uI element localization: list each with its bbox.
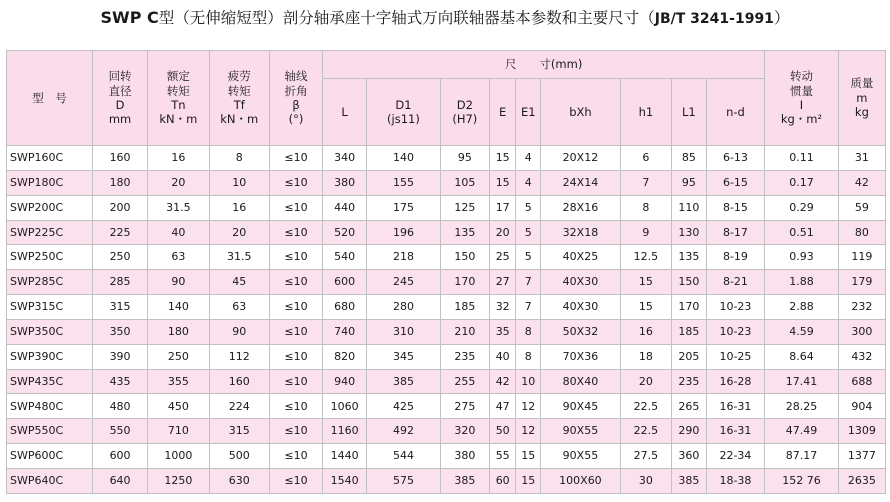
cell-rated-torque: 710 — [148, 419, 209, 444]
cell-model: SWP480C — [7, 394, 93, 419]
cell-D2: 275 — [440, 394, 489, 419]
cell-fatigue-torque: 90 — [209, 319, 269, 344]
cell-rated-torque: 180 — [148, 319, 209, 344]
cell-rotation-diameter: 550 — [92, 419, 147, 444]
table-row — [7, 344, 886, 369]
header-rated-torque: 额定 转矩 Tn kN・m — [148, 51, 209, 146]
cell-bxh: 90X55 — [541, 444, 621, 469]
cell-nd: 8-19 — [706, 245, 764, 270]
cell-bxh: 32X18 — [541, 220, 621, 245]
cell-L: 340 — [323, 146, 367, 171]
cell-E: 15 — [489, 146, 516, 171]
cell-mass: 2635 — [838, 468, 885, 493]
cell-rated-torque: 16 — [148, 146, 209, 171]
cell-nd: 10-23 — [706, 295, 764, 320]
cell-mass: 80 — [838, 220, 885, 245]
cell-mass: 1309 — [838, 419, 885, 444]
cell-model: SWP160C — [7, 146, 93, 171]
cell-E1: 5 — [516, 220, 541, 245]
cell-fatigue-torque: 315 — [209, 419, 269, 444]
cell-L1: 95 — [671, 170, 706, 195]
cell-h1: 15 — [620, 295, 671, 320]
cell-D2: 255 — [440, 369, 489, 394]
cell-E1: 5 — [516, 195, 541, 220]
cell-D1: 196 — [367, 220, 441, 245]
cell-fatigue-torque: 10 — [209, 170, 269, 195]
title-close: ） — [773, 9, 790, 27]
header-E1: E1 — [516, 79, 541, 146]
cell-D2: 235 — [440, 344, 489, 369]
cell-bxh: 70X36 — [541, 344, 621, 369]
cell-nd: 8-17 — [706, 220, 764, 245]
cell-nd: 10-25 — [706, 344, 764, 369]
cell-h1: 20 — [620, 369, 671, 394]
header-inertia: 转动 惯量 I kg・m² — [765, 51, 839, 146]
cell-D1: 385 — [367, 369, 441, 394]
cell-E: 50 — [489, 419, 516, 444]
cell-h1: 18 — [620, 344, 671, 369]
cell-rotation-diameter: 315 — [92, 295, 147, 320]
header-E: E — [489, 79, 516, 146]
page-title — [0, 6, 890, 28]
cell-L1: 265 — [671, 394, 706, 419]
cell-bxh: 80X40 — [541, 369, 621, 394]
header-fatigue-torque: 疲劳 转矩 Tf kN・m — [209, 51, 269, 146]
table-row — [7, 146, 886, 171]
cell-axis-angle: ≤10 — [269, 195, 322, 220]
cell-L1: 385 — [671, 468, 706, 493]
cell-model: SWP225C — [7, 220, 93, 245]
cell-rated-torque: 140 — [148, 295, 209, 320]
cell-nd: 18-38 — [706, 468, 764, 493]
cell-inertia: 8.64 — [765, 344, 839, 369]
cell-h1: 12.5 — [620, 245, 671, 270]
header-mass: 质量 m kg — [838, 51, 885, 146]
cell-E1: 7 — [516, 270, 541, 295]
cell-mass: 59 — [838, 195, 885, 220]
cell-axis-angle: ≤10 — [269, 270, 322, 295]
cell-inertia: 152 76 — [765, 468, 839, 493]
cell-fatigue-torque: 45 — [209, 270, 269, 295]
cell-fatigue-torque: 8 — [209, 146, 269, 171]
cell-E: 60 — [489, 468, 516, 493]
cell-axis-angle: ≤10 — [269, 468, 322, 493]
cell-rated-torque: 63 — [148, 245, 209, 270]
cell-bxh: 50X32 — [541, 319, 621, 344]
cell-L: 740 — [323, 319, 367, 344]
cell-L: 1060 — [323, 394, 367, 419]
header-D1: D1 (js11) — [367, 79, 441, 146]
cell-rated-torque: 1000 — [148, 444, 209, 469]
header-bxh: bXh — [541, 79, 621, 146]
cell-inertia: 0.51 — [765, 220, 839, 245]
cell-inertia: 0.17 — [765, 170, 839, 195]
cell-E1: 4 — [516, 170, 541, 195]
cell-L: 1440 — [323, 444, 367, 469]
table-row — [7, 444, 886, 469]
header-rotation-diameter: 回转 直径 D mm — [92, 51, 147, 146]
cell-fatigue-torque: 16 — [209, 195, 269, 220]
table-row — [7, 170, 886, 195]
cell-inertia: 4.59 — [765, 319, 839, 344]
cell-rated-torque: 1250 — [148, 468, 209, 493]
header-L: L — [323, 79, 367, 146]
cell-D2: 105 — [440, 170, 489, 195]
cell-mass: 119 — [838, 245, 885, 270]
cell-L1: 110 — [671, 195, 706, 220]
cell-L1: 290 — [671, 419, 706, 444]
cell-axis-angle: ≤10 — [269, 295, 322, 320]
cell-E1: 8 — [516, 344, 541, 369]
cell-D1: 175 — [367, 195, 441, 220]
cell-fatigue-torque: 63 — [209, 295, 269, 320]
cell-E: 25 — [489, 245, 516, 270]
cell-mass: 1377 — [838, 444, 885, 469]
cell-E1: 12 — [516, 419, 541, 444]
cell-mass: 179 — [838, 270, 885, 295]
header-L1: L1 — [671, 79, 706, 146]
cell-nd: 8-15 — [706, 195, 764, 220]
cell-D1: 492 — [367, 419, 441, 444]
cell-rotation-diameter: 350 — [92, 319, 147, 344]
cell-E: 42 — [489, 369, 516, 394]
title-standard: JB/T 3241-1991 — [654, 11, 774, 27]
cell-L: 600 — [323, 270, 367, 295]
cell-L1: 150 — [671, 270, 706, 295]
table-row — [7, 195, 886, 220]
cell-E: 20 — [489, 220, 516, 245]
cell-D2: 320 — [440, 419, 489, 444]
cell-axis-angle: ≤10 — [269, 146, 322, 171]
cell-nd: 8-21 — [706, 270, 764, 295]
header-dimensions-group: 尺 寸(mm) — [323, 51, 765, 79]
cell-D1: 218 — [367, 245, 441, 270]
cell-fatigue-torque: 500 — [209, 444, 269, 469]
cell-E: 35 — [489, 319, 516, 344]
cell-fatigue-torque: 112 — [209, 344, 269, 369]
cell-D1: 155 — [367, 170, 441, 195]
cell-L: 440 — [323, 195, 367, 220]
cell-rotation-diameter: 180 — [92, 170, 147, 195]
table-row — [7, 468, 886, 493]
cell-mass: 432 — [838, 344, 885, 369]
cell-axis-angle: ≤10 — [269, 419, 322, 444]
table-row — [7, 419, 886, 444]
cell-bxh: 100X60 — [541, 468, 621, 493]
cell-L: 680 — [323, 295, 367, 320]
cell-fatigue-torque: 224 — [209, 394, 269, 419]
cell-D2: 185 — [440, 295, 489, 320]
cell-L: 1540 — [323, 468, 367, 493]
header-h1: h1 — [620, 79, 671, 146]
cell-mass: 300 — [838, 319, 885, 344]
cell-D2: 210 — [440, 319, 489, 344]
cell-L1: 170 — [671, 295, 706, 320]
cell-rated-torque: 450 — [148, 394, 209, 419]
cell-inertia: 0.93 — [765, 245, 839, 270]
cell-h1: 30 — [620, 468, 671, 493]
cell-E1: 5 — [516, 245, 541, 270]
table-row — [7, 394, 886, 419]
cell-E: 27 — [489, 270, 516, 295]
cell-nd: 10-23 — [706, 319, 764, 344]
cell-rotation-diameter: 200 — [92, 195, 147, 220]
cell-model: SWP435C — [7, 369, 93, 394]
cell-h1: 16 — [620, 319, 671, 344]
cell-L: 520 — [323, 220, 367, 245]
cell-axis-angle: ≤10 — [269, 319, 322, 344]
table-row — [7, 369, 886, 394]
cell-rotation-diameter: 225 — [92, 220, 147, 245]
header-nd: n-d — [706, 79, 764, 146]
cell-L: 540 — [323, 245, 367, 270]
cell-mass: 904 — [838, 394, 885, 419]
cell-inertia: 1.88 — [765, 270, 839, 295]
cell-h1: 9 — [620, 220, 671, 245]
cell-E1: 15 — [516, 468, 541, 493]
cell-D2: 135 — [440, 220, 489, 245]
cell-rotation-diameter: 600 — [92, 444, 147, 469]
cell-rated-torque: 355 — [148, 369, 209, 394]
cell-D2: 125 — [440, 195, 489, 220]
table-row — [7, 245, 886, 270]
title-text: 型（无伸缩短型）剖分轴承座十字轴式万向联轴器基本参数和主要尺寸（ — [158, 9, 655, 27]
cell-model: SWP390C — [7, 344, 93, 369]
cell-rated-torque: 31.5 — [148, 195, 209, 220]
cell-L1: 185 — [671, 319, 706, 344]
cell-E: 40 — [489, 344, 516, 369]
header-model: 型 号 — [7, 51, 93, 146]
cell-rotation-diameter: 480 — [92, 394, 147, 419]
cell-h1: 27.5 — [620, 444, 671, 469]
cell-L: 380 — [323, 170, 367, 195]
cell-E1: 12 — [516, 394, 541, 419]
cell-nd: 16-28 — [706, 369, 764, 394]
cell-L1: 360 — [671, 444, 706, 469]
cell-rated-torque: 90 — [148, 270, 209, 295]
cell-D1: 575 — [367, 468, 441, 493]
cell-h1: 22.5 — [620, 419, 671, 444]
cell-L1: 235 — [671, 369, 706, 394]
cell-rotation-diameter: 435 — [92, 369, 147, 394]
cell-nd: 6-15 — [706, 170, 764, 195]
cell-D2: 170 — [440, 270, 489, 295]
cell-inertia: 87.17 — [765, 444, 839, 469]
cell-rated-torque: 20 — [148, 170, 209, 195]
cell-bxh: 20X12 — [541, 146, 621, 171]
cell-bxh: 40X25 — [541, 245, 621, 270]
cell-E1: 4 — [516, 146, 541, 171]
cell-axis-angle: ≤10 — [269, 444, 322, 469]
cell-h1: 22.5 — [620, 394, 671, 419]
cell-fatigue-torque: 160 — [209, 369, 269, 394]
cell-E: 55 — [489, 444, 516, 469]
cell-E1: 10 — [516, 369, 541, 394]
cell-model: SWP315C — [7, 295, 93, 320]
cell-fatigue-torque: 20 — [209, 220, 269, 245]
cell-nd: 6-13 — [706, 146, 764, 171]
cell-mass: 232 — [838, 295, 885, 320]
cell-D2: 385 — [440, 468, 489, 493]
table-row — [7, 295, 886, 320]
cell-axis-angle: ≤10 — [269, 245, 322, 270]
cell-E1: 15 — [516, 444, 541, 469]
cell-mass: 688 — [838, 369, 885, 394]
cell-E: 47 — [489, 394, 516, 419]
cell-bxh: 24X14 — [541, 170, 621, 195]
table-row — [7, 220, 886, 245]
cell-D1: 345 — [367, 344, 441, 369]
header-row-1 — [7, 51, 886, 79]
cell-D1: 140 — [367, 146, 441, 171]
cell-mass: 31 — [838, 146, 885, 171]
header-axis-angle: 轴线 折角 β (°) — [269, 51, 322, 146]
cell-fatigue-torque: 630 — [209, 468, 269, 493]
cell-E1: 7 — [516, 295, 541, 320]
cell-L: 1160 — [323, 419, 367, 444]
cell-nd: 16-31 — [706, 419, 764, 444]
cell-inertia: 17.41 — [765, 369, 839, 394]
cell-axis-angle: ≤10 — [269, 394, 322, 419]
cell-bxh: 40X30 — [541, 270, 621, 295]
cell-inertia: 28.25 — [765, 394, 839, 419]
cell-D2: 150 — [440, 245, 489, 270]
cell-h1: 6 — [620, 146, 671, 171]
cell-fatigue-torque: 31.5 — [209, 245, 269, 270]
cell-L1: 85 — [671, 146, 706, 171]
cell-D1: 425 — [367, 394, 441, 419]
cell-model: SWP200C — [7, 195, 93, 220]
cell-axis-angle: ≤10 — [269, 170, 322, 195]
cell-nd: 22-34 — [706, 444, 764, 469]
cell-D2: 380 — [440, 444, 489, 469]
cell-E: 32 — [489, 295, 516, 320]
cell-rotation-diameter: 285 — [92, 270, 147, 295]
cell-inertia: 0.29 — [765, 195, 839, 220]
cell-model: SWP250C — [7, 245, 93, 270]
cell-L1: 135 — [671, 245, 706, 270]
cell-model: SWP600C — [7, 444, 93, 469]
cell-rotation-diameter: 160 — [92, 146, 147, 171]
cell-D1: 280 — [367, 295, 441, 320]
table-row — [7, 319, 886, 344]
cell-bxh: 90X55 — [541, 419, 621, 444]
cell-model: SWP180C — [7, 170, 93, 195]
cell-inertia: 2.88 — [765, 295, 839, 320]
title-model: SWP C — [100, 8, 159, 27]
cell-axis-angle: ≤10 — [269, 220, 322, 245]
cell-rated-torque: 40 — [148, 220, 209, 245]
cell-nd: 16-31 — [706, 394, 764, 419]
cell-bxh: 40X30 — [541, 295, 621, 320]
cell-h1: 7 — [620, 170, 671, 195]
cell-inertia: 0.11 — [765, 146, 839, 171]
cell-E1: 8 — [516, 319, 541, 344]
cell-model: SWP350C — [7, 319, 93, 344]
cell-D1: 310 — [367, 319, 441, 344]
cell-E: 17 — [489, 195, 516, 220]
cell-E: 15 — [489, 170, 516, 195]
cell-mass: 42 — [838, 170, 885, 195]
cell-axis-angle: ≤10 — [269, 369, 322, 394]
cell-L1: 205 — [671, 344, 706, 369]
cell-inertia: 47.49 — [765, 419, 839, 444]
cell-model: SWP550C — [7, 419, 93, 444]
cell-model: SWP640C — [7, 468, 93, 493]
cell-rotation-diameter: 640 — [92, 468, 147, 493]
header-D2: D2 (H7) — [440, 79, 489, 146]
cell-bxh: 28X16 — [541, 195, 621, 220]
cell-axis-angle: ≤10 — [269, 344, 322, 369]
table-row — [7, 270, 886, 295]
cell-rotation-diameter: 390 — [92, 344, 147, 369]
cell-h1: 15 — [620, 270, 671, 295]
cell-D1: 544 — [367, 444, 441, 469]
cell-L: 820 — [323, 344, 367, 369]
cell-L: 940 — [323, 369, 367, 394]
cell-rotation-diameter: 250 — [92, 245, 147, 270]
cell-rated-torque: 250 — [148, 344, 209, 369]
cell-D2: 95 — [440, 146, 489, 171]
cell-h1: 8 — [620, 195, 671, 220]
cell-bxh: 90X45 — [541, 394, 621, 419]
spec-table — [6, 50, 886, 494]
cell-L1: 130 — [671, 220, 706, 245]
cell-model: SWP285C — [7, 270, 93, 295]
cell-D1: 245 — [367, 270, 441, 295]
